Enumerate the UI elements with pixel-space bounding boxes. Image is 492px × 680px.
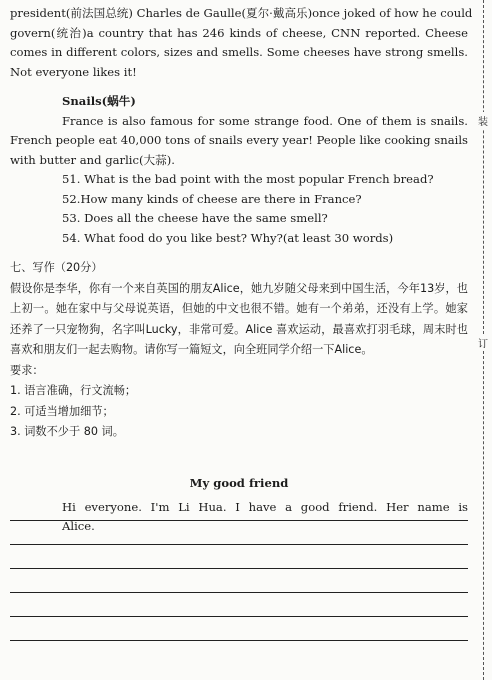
question-53: 53. Does all the cheese have the same smell? xyxy=(62,211,328,225)
requirement-1: 1. 语言准确，行文流畅； xyxy=(10,384,137,397)
answer-line[interactable] xyxy=(10,592,468,593)
binding-mark-bottom: 订 xyxy=(478,334,488,351)
reading-section xyxy=(10,4,473,248)
snails-heading: Snails(蜗牛) xyxy=(62,94,136,108)
essay-title: My good friend xyxy=(189,476,289,490)
requirement-3: 3. 词数不少于 80 词。 xyxy=(10,425,124,438)
binding-mark-top: 装 xyxy=(478,112,488,129)
answer-line[interactable] xyxy=(10,640,468,641)
question-52: 52.How many kinds of cheese are there in France? xyxy=(62,191,362,206)
essay-section xyxy=(10,474,468,537)
paragraph-cheese-line1: president(前法国总统) Charles de Gaulle(夏尔·戴高乐)once joked of how he could xyxy=(10,6,473,20)
requirements-label: 要求： xyxy=(10,363,44,377)
question-51: 51. What is the bad point with the most popular French bread? xyxy=(62,172,434,186)
writing-prompt: 假设你是李华，你有一个来自英国的朋友Alice，她九岁随父母来到中国生活，今年13岁，也上初一。她在家中与父母说英语，但她的中文也很不错。她有一个弟弟，还没有上学。她家还养了一只宠物狗，名字叫Lucky，非常可爱。Alice 喜欢运动，最喜欢打羽毛球，周末时也喜欢和朋友们一起去购物。请你写一篇短文，向全班同学介绍一下Alice。 xyxy=(10,281,468,356)
answer-line[interactable] xyxy=(10,544,468,545)
answer-line[interactable] xyxy=(10,520,468,521)
essay-first-line: Hi everyone. I'm Li Hua. I have a good friend. Her name is Alice. xyxy=(62,499,468,533)
paragraph-cheese-rest: govern(统治)a country that has 246 kinds of cheese, CNN reported. Cheese comes in different colors, sizes and smells. Some cheeses have strong smells. Not everyone likes it! xyxy=(10,25,468,79)
writing-section xyxy=(10,258,468,443)
paragraph-snails: France is also famous for some strange food. One of them is snails. French people eat 40,000 tons of snails every year! People like cooking snails with butter and garlic(大蒜). xyxy=(10,113,468,167)
writing-section-title: 七、写作（20分） xyxy=(10,261,103,274)
answer-line[interactable] xyxy=(10,616,468,617)
question-54: 54. What food do you like best? Why?(at least 30 words) xyxy=(62,230,394,245)
requirement-2: 2. 可适当增加细节； xyxy=(10,404,114,418)
answer-line[interactable] xyxy=(10,568,468,569)
